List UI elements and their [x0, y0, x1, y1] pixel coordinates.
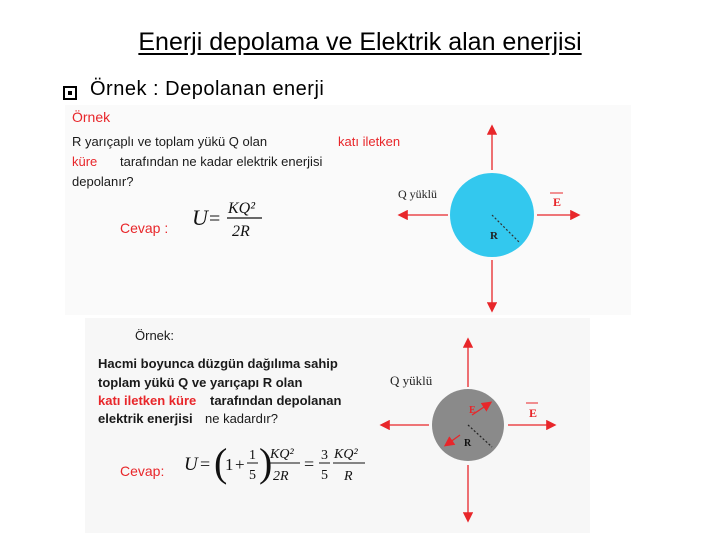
example2-answer-label: Cevap:: [120, 463, 165, 479]
example2-formula: [182, 438, 372, 494]
f2-frac1-num: 1: [249, 448, 256, 463]
f2-frac2-num: KQ²: [270, 447, 294, 462]
example1-question-line1-red: katı iletken: [338, 134, 401, 149]
f2-frac1-den: 5: [249, 468, 256, 483]
inner-field-label: E: [469, 405, 476, 416]
f2-frac4-den: R: [344, 469, 353, 484]
example2-question-line4-tail: ne kadardır?: [205, 411, 278, 426]
example2-question-line2: toplam yükü Q ve yarıçapı R olan: [98, 375, 303, 390]
f2-one: 1: [225, 455, 234, 474]
example1-question-line1: R yarıçaplı ve toplam yükü Q olan: [72, 134, 268, 149]
example1-formula: [190, 192, 270, 242]
charge-label: Q yüklü: [398, 187, 437, 201]
bullet-icon: [63, 86, 77, 100]
field2-label: E: [529, 406, 538, 420]
example2-question-line1: Hacmi boyunca düzgün dağılıma sahip: [98, 356, 338, 371]
example1-heading: Örnek: [72, 109, 111, 125]
example1-question-line2-red: küre: [72, 154, 98, 169]
f2-frac3-den: 5: [321, 468, 328, 483]
field-label: E: [553, 195, 562, 209]
example1-answer-label: Cevap :: [120, 220, 169, 236]
charge2-label: Q yüklü: [390, 373, 433, 388]
example1-sphere-diagram: [380, 115, 620, 315]
example2-sphere-diagram: [372, 335, 587, 525]
example2-question-line3: tarafından depolanan: [210, 393, 342, 408]
formula-eq: =: [209, 208, 221, 230]
f2-frac3-num: 3: [321, 448, 328, 463]
bullet-text: Örnek : Depolanan enerji: [90, 78, 325, 100]
f2-u: U: [184, 454, 198, 475]
f2-plus: +: [235, 455, 245, 474]
formula-u: U: [192, 205, 208, 230]
example2-heading: Örnek:: [135, 328, 175, 343]
example1-question-line2: tarafından ne kadar elektrik enerjisi: [120, 154, 323, 169]
f2-eq2: =: [304, 454, 315, 474]
f2-eq1: =: [200, 454, 211, 474]
f2-frac2-den: 2R: [273, 469, 289, 484]
example2-question-line4: elektrik enerjisi: [98, 411, 193, 426]
f2-paren-open: (: [214, 440, 228, 485]
formula-den: 2R: [232, 223, 250, 240]
radius-label: R: [490, 230, 498, 242]
f2-frac4-num: KQ²: [334, 447, 358, 462]
formula-num: KQ²: [228, 200, 256, 217]
f2-paren-close: ): [259, 440, 273, 485]
example1-question-line3: depolanır?: [72, 174, 134, 189]
radius2-label: R: [464, 438, 472, 449]
example2-question-line3-red: katı iletken küre: [98, 393, 197, 408]
slide-title: Enerji depolama ve Elektrik alan enerjisi: [138, 28, 582, 56]
